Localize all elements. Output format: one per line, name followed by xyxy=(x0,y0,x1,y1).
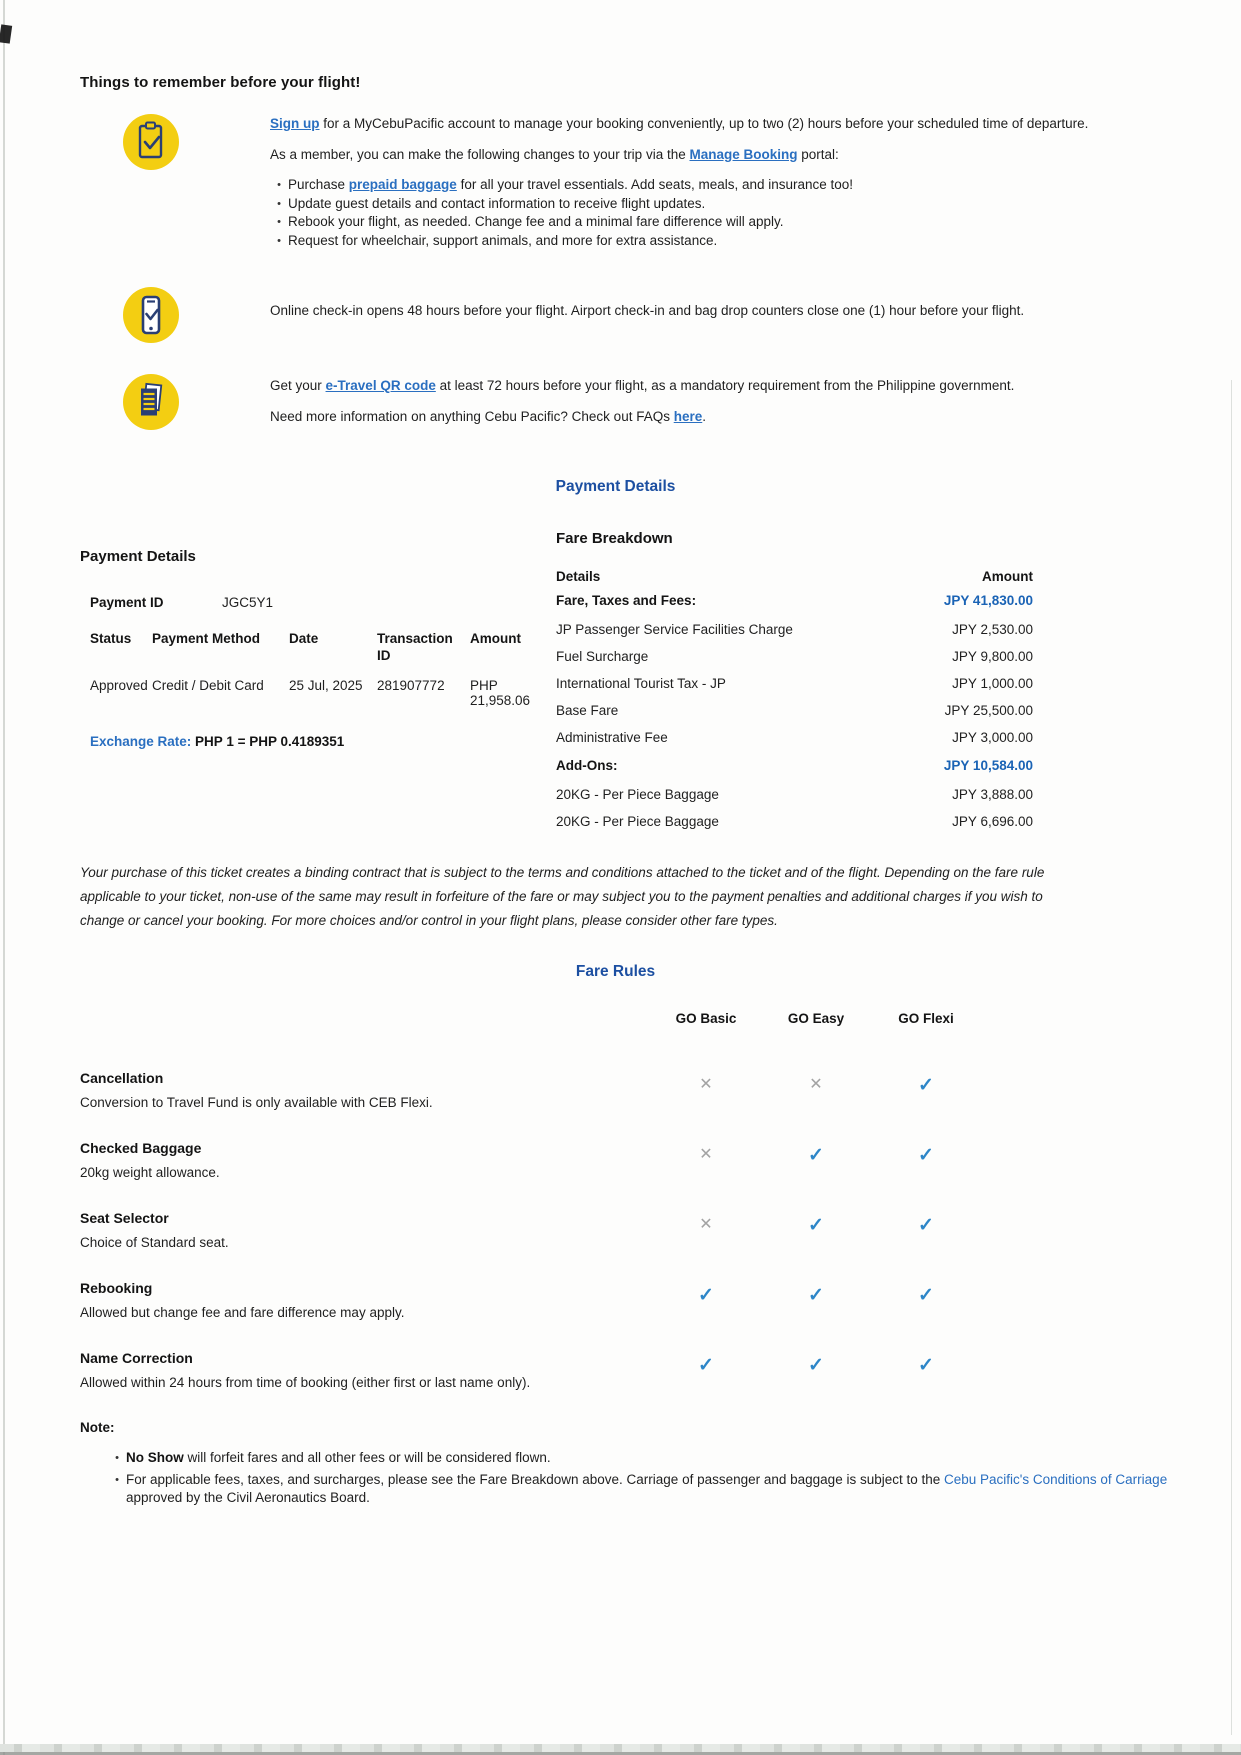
payment-date: 25 Jul, 2025 xyxy=(289,678,363,693)
fare-breakdown-heading: Fare Breakdown xyxy=(556,530,673,547)
fare-item-amount: JPY 6,696.00 xyxy=(952,813,1033,829)
reminder-item-signup xyxy=(80,113,1151,250)
fare-item-amount: JPY 41,830.00 xyxy=(943,593,1033,608)
sign-up-link[interactable]: Sign up xyxy=(270,116,320,131)
bullet-icon: • xyxy=(115,1473,119,1486)
mobile-checkin-icon xyxy=(122,332,180,347)
member-paragraph: As a member, you can make the following changes to your trip via the Manage Booking portal: xyxy=(270,147,839,162)
list-item: • No Show will forfeit fares and all other fees or will be considered flown. xyxy=(108,1449,1188,1468)
fare-breakdown-rows xyxy=(556,586,1033,835)
faq-here-link[interactable]: here xyxy=(673,409,703,424)
fare-breakdown-row xyxy=(556,643,1033,670)
fare-item-label: Fare, Taxes and Fees: xyxy=(556,593,697,608)
col-amount: Amount xyxy=(470,631,521,646)
fare-item-label: JP Passenger Service Facilities Charge xyxy=(556,621,793,637)
fare-rule-description: 20kg weight allowance. xyxy=(80,1165,220,1180)
etravel-paragraph: Get your e-Travel QR code at least 72 hours before your flight, as a mandatory requirement from the Philippine government. xyxy=(270,378,1015,393)
note-section xyxy=(80,1420,1168,1508)
fare-item-label: 20KG - Per Piece Baggage xyxy=(556,786,719,802)
check-icon: ✓ xyxy=(698,1285,714,1306)
fare-breakdown-row xyxy=(556,808,1033,835)
note-label: Note: xyxy=(80,1420,115,1435)
fare-rules-rows xyxy=(80,1070,1151,1391)
fare-rule-row xyxy=(80,1350,1151,1391)
fare-item-amount: JPY 25,500.00 xyxy=(944,702,1033,718)
ticket-disclaimer: Your purchase of this ticket creates a binding contract that is subject to the terms and conditions attached to the ticket and of the flight. Depending on the fare rule applicable to your ticket, non-use of the same may result in forfeiture of the fare or may subject you to the payment penalties and additional charges if you wish to change or cancel your booking. For more choices and/or control in your flight plans, please consider other fare types. xyxy=(80,865,1045,928)
fare-rule-description: Allowed but change fee and fare difference may apply. xyxy=(80,1305,405,1320)
col-txn: Transaction ID xyxy=(377,631,453,663)
bullet-icon: • xyxy=(277,216,281,228)
manage-booking-link[interactable]: Manage Booking xyxy=(689,147,798,162)
check-icon: ✓ xyxy=(808,1215,824,1236)
fare-breakdown-panel xyxy=(556,522,1151,835)
payment-details-heading: Payment Details xyxy=(80,548,196,565)
fare-rules-header xyxy=(80,1011,1151,1026)
fare-item-amount: JPY 3,888.00 xyxy=(952,786,1033,802)
prepaid-baggage-link[interactable]: prepaid baggage xyxy=(348,177,457,192)
exchange-rate-label: Exchange Rate: xyxy=(90,734,192,749)
payment-txn-id: 281907772 xyxy=(377,678,445,693)
fare-rule-row xyxy=(80,1070,1151,1111)
fare-rule-title: Cancellation xyxy=(80,1070,164,1086)
x-icon: ✕ xyxy=(699,1216,713,1233)
conditions-of-carriage-link[interactable]: Cebu Pacific's Conditions of Carriage xyxy=(944,1471,1168,1487)
check-icon: ✓ xyxy=(918,1215,934,1236)
payment-columns xyxy=(80,522,1151,835)
member-options-list xyxy=(270,176,1151,250)
check-icon: ✓ xyxy=(808,1355,824,1376)
fare-breakdown-row xyxy=(556,781,1033,808)
document-icon xyxy=(122,419,180,434)
fare-item-label: Administrative Fee xyxy=(556,729,668,745)
payment-id-row xyxy=(80,595,556,610)
fare-item-label: Add-Ons: xyxy=(556,758,618,773)
reminder-item-checkin xyxy=(80,286,1151,347)
check-icon: ✓ xyxy=(698,1355,714,1376)
payment-details-section-title: Payment Details xyxy=(555,478,676,495)
payment-id-label: Payment ID xyxy=(90,595,164,610)
fare-rule-row xyxy=(80,1280,1151,1321)
list-item: • Rebook your flight, as needed. Change fee and a minimal fare difference will apply. xyxy=(270,213,1151,232)
check-icon: ✓ xyxy=(918,1285,934,1306)
fare-item-label: Fuel Surcharge xyxy=(556,648,649,664)
fare-rule-row xyxy=(80,1140,1151,1181)
col-amount: Amount xyxy=(982,569,1033,584)
col-details: Details xyxy=(556,569,601,584)
fare-item-amount: JPY 2,530.00 xyxy=(952,621,1033,637)
bullet-icon: • xyxy=(115,1452,119,1464)
fare-rule-title: Checked Baggage xyxy=(80,1140,202,1156)
col-date: Date xyxy=(289,631,319,646)
fare-item-amount: JPY 9,800.00 xyxy=(952,648,1033,664)
x-icon: ✕ xyxy=(699,1076,713,1093)
checkin-paragraph: Online check-in opens 48 hours before your flight. Airport check-in and bag drop counters close one (1) hour before your flight. xyxy=(270,303,1025,318)
payment-id-value: JGC5Y1 xyxy=(222,595,274,610)
bullet-icon: • xyxy=(277,197,281,210)
payment-amount: PHP 21,958.06 xyxy=(470,678,531,708)
fare-item-label: 20KG - Per Piece Baggage xyxy=(556,813,719,829)
list-item: • Request for wheelchair, support animals, and more for extra assistance. xyxy=(270,232,1151,251)
fare-item-label: Base Fare xyxy=(556,702,619,718)
fare-rule-description: Conversion to Travel Fund is only available with CEB Flexi. xyxy=(80,1095,433,1110)
fare-rule-title: Seat Selector xyxy=(80,1210,169,1226)
etravel-qr-link[interactable]: e-Travel QR code xyxy=(325,378,436,393)
fare-breakdown-row xyxy=(556,697,1033,724)
fare-breakdown-row xyxy=(556,616,1033,643)
list-item: • For applicable fees, taxes, and surcharges, please see the Fare Breakdown above. Carriage of passenger and baggage is subject to the Cebu Pacific's Conditions of Carriage approved by the Civil Aeronautics Board. xyxy=(108,1471,1188,1508)
col-go-flexi: GO Flexi xyxy=(898,1011,954,1026)
fare-breakdown-header xyxy=(556,569,1033,584)
payment-table-header xyxy=(80,630,556,664)
fare-rule-row xyxy=(80,1210,1151,1251)
col-status: Status xyxy=(90,631,132,646)
fare-breakdown-row xyxy=(556,586,1033,616)
check-icon: ✓ xyxy=(808,1285,824,1306)
list-item: • Purchase prepaid baggage for all your travel essentials. Add seats, meals, and insurance too! xyxy=(270,176,1151,195)
exchange-rate-value: PHP 1 = PHP 0.4189351 xyxy=(191,734,345,749)
payment-details-panel xyxy=(80,522,556,835)
exchange-rate-row xyxy=(80,734,556,749)
fare-breakdown-row xyxy=(556,724,1033,751)
col-go-basic: GO Basic xyxy=(675,1011,737,1026)
fare-breakdown-row xyxy=(556,670,1033,697)
fare-item-amount: JPY 3,000.00 xyxy=(952,729,1033,745)
col-method: Payment Method xyxy=(152,631,261,646)
payment-status: Approved xyxy=(90,678,148,693)
check-icon: ✓ xyxy=(808,1145,824,1166)
fare-item-amount: JPY 1,000.00 xyxy=(952,675,1033,691)
x-icon: ✕ xyxy=(699,1146,713,1163)
check-icon: ✓ xyxy=(918,1355,934,1376)
fare-rule-title: Rebooking xyxy=(80,1280,153,1296)
fare-rule-description: Allowed within 24 hours from time of booking (either first or last name only). xyxy=(80,1375,531,1390)
reminders-heading: Things to remember before your flight! xyxy=(80,74,361,91)
payment-table-row xyxy=(80,678,556,708)
clipboard-check-icon xyxy=(122,159,180,174)
faq-paragraph: Need more information on anything Cebu Pacific? Check out FAQs here. xyxy=(270,409,707,424)
bullet-icon: • xyxy=(277,234,281,247)
scan-bottom-strip xyxy=(0,1744,1241,1752)
check-icon: ✓ xyxy=(918,1075,934,1096)
check-icon: ✓ xyxy=(918,1145,934,1166)
fare-rule-description: Choice of Standard seat. xyxy=(80,1235,229,1250)
payment-method: Credit / Debit Card xyxy=(152,678,264,693)
col-go-easy: GO Easy xyxy=(787,1011,845,1026)
fare-rule-title: Name Correction xyxy=(80,1350,193,1366)
fare-rules-title: Fare Rules xyxy=(575,963,656,980)
fare-item-amount: JPY 10,584.00 xyxy=(943,758,1033,773)
bullet-icon: • xyxy=(277,179,281,191)
fare-breakdown-row xyxy=(556,751,1033,781)
list-item: • Update guest details and contact information to receive flight updates. xyxy=(270,195,1151,214)
x-icon: ✕ xyxy=(809,1076,823,1093)
fare-item-label: International Tourist Tax - JP xyxy=(556,675,726,691)
signup-paragraph: Sign up for a MyCebuPacific account to manage your booking conveniently, up to two (2) hours before your scheduled time of departure. xyxy=(270,116,1089,131)
reminder-item-etravel xyxy=(80,373,1151,434)
scan-edge-right xyxy=(1231,380,1232,1735)
